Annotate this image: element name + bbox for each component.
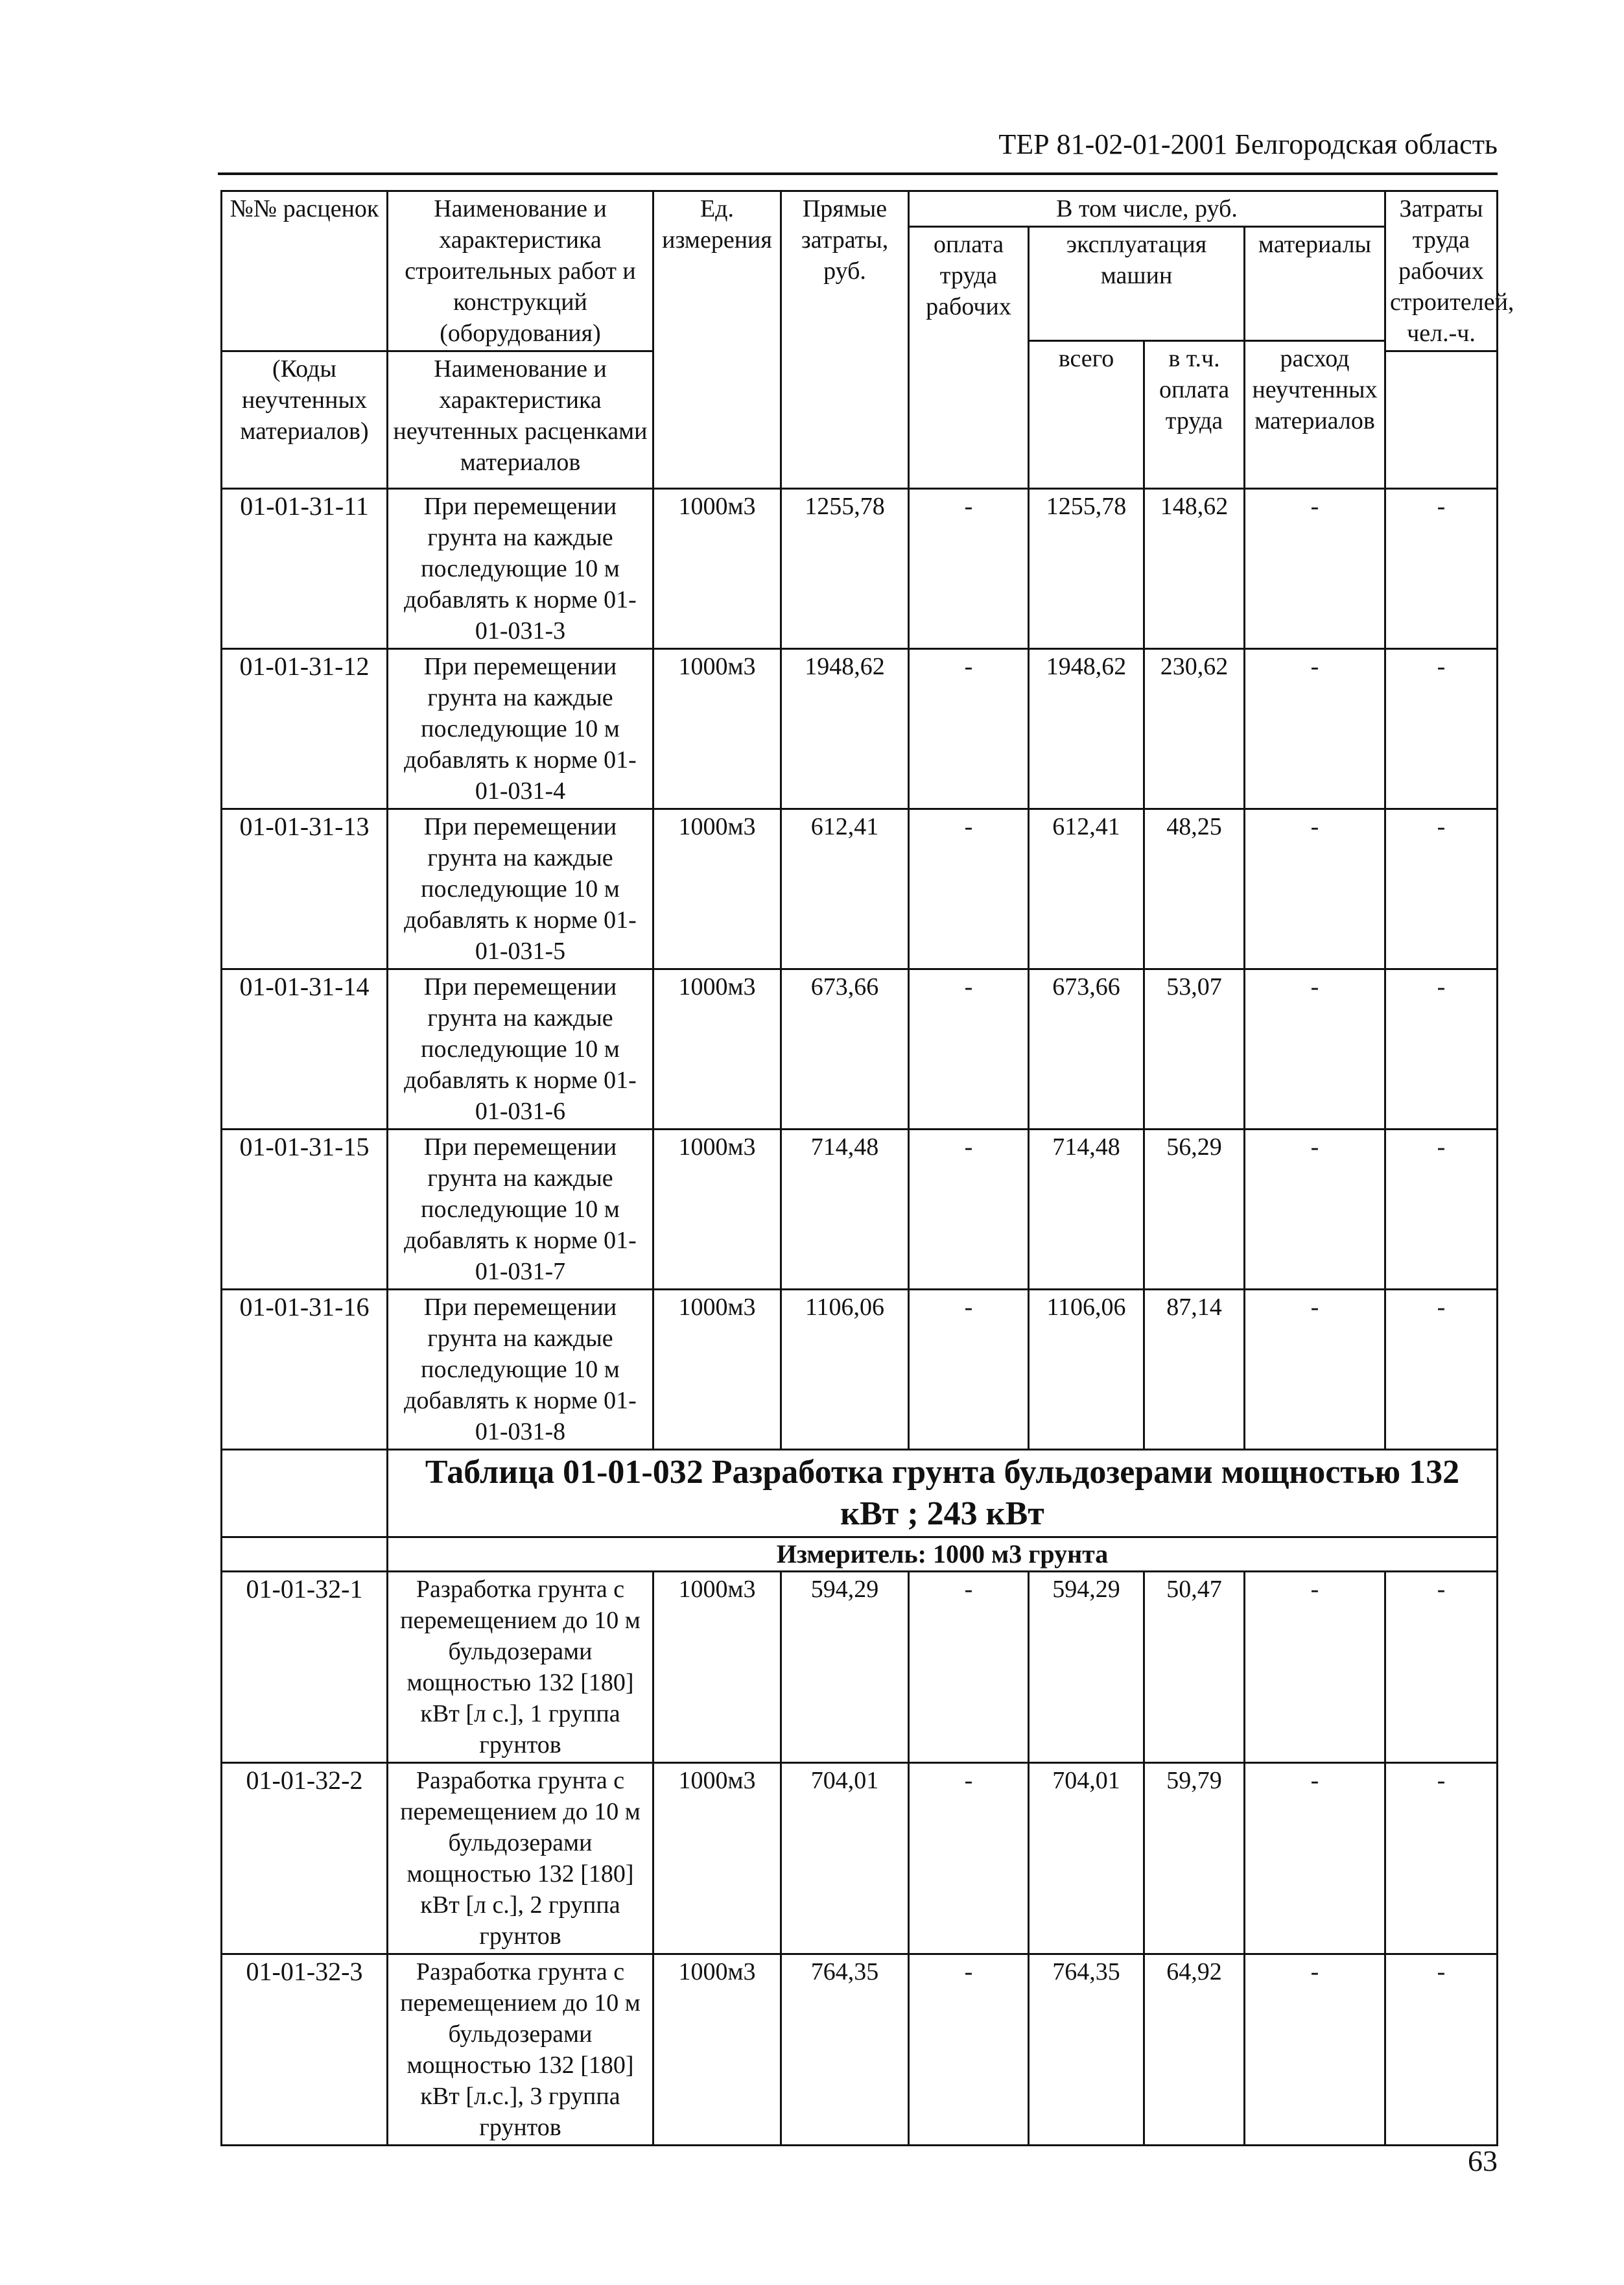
- rate-machines-pay: 59,79: [1144, 1763, 1245, 1954]
- table-row: [222, 1572, 1498, 1763]
- meter-row: [222, 1537, 1498, 1572]
- rate-direct-cost: 594,29: [781, 1572, 909, 1763]
- rate-direct-cost: 764,35: [781, 1954, 909, 2146]
- rate-machines-pay: 50,47: [1144, 1572, 1245, 1763]
- rate-unit: 1000м3: [653, 649, 781, 809]
- rate-labor-pay: -: [909, 1290, 1029, 1450]
- rate-code: 01-01-31-14: [222, 969, 388, 1130]
- rate-labor-cost: -: [1385, 489, 1498, 649]
- rate-labor-cost: -: [1385, 1290, 1498, 1450]
- rate-machines-total: 1106,06: [1029, 1290, 1144, 1450]
- rate-materials: -: [1245, 1290, 1385, 1450]
- table-title-row: [222, 1450, 1498, 1537]
- rate-labor-pay: -: [909, 809, 1029, 969]
- rate-code: 01-01-32-3: [222, 1954, 388, 2146]
- rate-unit: 1000м3: [653, 489, 781, 649]
- rate-direct-cost: 673,66: [781, 969, 909, 1130]
- rate-materials: -: [1245, 1954, 1385, 2146]
- col-name2-header: Наименование и характеристика неучтенных расценками материалов: [388, 351, 653, 489]
- col-unit-header: Ед. измерения: [653, 191, 781, 489]
- rate-code: 01-01-31-15: [222, 1130, 388, 1290]
- table-row: [222, 969, 1498, 1130]
- table-row: [222, 1763, 1498, 1954]
- rate-code: 01-01-32-2: [222, 1763, 388, 1954]
- rate-direct-cost: 704,01: [781, 1763, 909, 1954]
- rate-labor-cost: -: [1385, 809, 1498, 969]
- rate-name: При перемещении грунта на каждые последующие 10 м добавлять к норме 01-01-031-5: [388, 809, 653, 969]
- col-labor-cost-header: Затраты труда рабочих строителей, чел.-ч.: [1385, 191, 1498, 351]
- rate-labor-pay: -: [909, 489, 1029, 649]
- rate-direct-cost: 1255,78: [781, 489, 909, 649]
- rate-machines-total: 1255,78: [1029, 489, 1144, 649]
- rate-materials: -: [1245, 969, 1385, 1130]
- rate-materials: -: [1245, 1572, 1385, 1763]
- col-code-header: №№ расценок: [222, 191, 388, 351]
- rate-labor-pay: -: [909, 1954, 1029, 2146]
- rate-unit: 1000м3: [653, 969, 781, 1130]
- rate-labor-pay: -: [909, 1572, 1029, 1763]
- rate-materials: -: [1245, 489, 1385, 649]
- rate-materials: -: [1245, 809, 1385, 969]
- rate-machines-total: 612,41: [1029, 809, 1144, 969]
- meter-left-cell: [222, 1537, 388, 1572]
- rate-code: 01-01-31-16: [222, 1290, 388, 1450]
- rate-code: 01-01-31-13: [222, 809, 388, 969]
- col-incl-pay-header: в т.ч. оплата труда: [1144, 341, 1245, 489]
- col-including-header: В том числе, руб.: [909, 191, 1385, 227]
- rate-direct-cost: 1948,62: [781, 649, 909, 809]
- header-row-1: [222, 191, 1498, 227]
- col-machines-header: эксплуатация машин: [1029, 227, 1245, 341]
- rate-code: 01-01-31-12: [222, 649, 388, 809]
- rate-machines-pay: 148,62: [1144, 489, 1245, 649]
- rate-direct-cost: 714,48: [781, 1130, 909, 1290]
- page-number: 63: [1468, 2144, 1498, 2177]
- rate-machines-total: 1948,62: [1029, 649, 1144, 809]
- rate-name: Разработка грунта с перемещением до 10 м бульдозерами мощностью 132 [180] кВт [л.с.], 3 группа грунтов: [388, 1954, 653, 2146]
- rate-direct-cost: 1106,06: [781, 1290, 909, 1450]
- rate-labor-cost: -: [1385, 1572, 1498, 1763]
- rate-name: При перемещении грунта на каждые последующие 10 м добавлять к норме 01-01-031-4: [388, 649, 653, 809]
- rate-machines-pay: 230,62: [1144, 649, 1245, 809]
- rate-labor-cost: -: [1385, 649, 1498, 809]
- rate-labor-cost: -: [1385, 1763, 1498, 1954]
- rate-machines-total: 704,01: [1029, 1763, 1144, 1954]
- rate-code: 01-01-31-11: [222, 489, 388, 649]
- rate-machines-pay: 56,29: [1144, 1130, 1245, 1290]
- document-header: ТЕР 81-02-01-2001 Белгородская область: [218, 127, 1498, 175]
- meter-label: Измеритель: 1000 м3 грунта: [388, 1537, 1498, 1572]
- rate-unit: 1000м3: [653, 1572, 781, 1763]
- col-name-header: Наименование и характеристика строительных работ и конструкций (оборудования): [388, 191, 653, 351]
- rates-table: [220, 190, 1514, 2146]
- rate-materials: -: [1245, 649, 1385, 809]
- rate-machines-total: 673,66: [1029, 969, 1144, 1130]
- col-labor-pay-header: оплата труда рабочих: [909, 227, 1029, 489]
- rate-code: 01-01-32-1: [222, 1572, 388, 1763]
- rate-unit: 1000м3: [653, 1290, 781, 1450]
- col-total-header: всего: [1029, 341, 1144, 489]
- table-row: [222, 1130, 1498, 1290]
- rate-labor-cost: -: [1385, 1130, 1498, 1290]
- rate-name: Разработка грунта с перемещением до 10 м бульдозерами мощностью 132 [180] кВт [л с.], 2 группа грунтов: [388, 1763, 653, 1954]
- rate-unit: 1000м3: [653, 1954, 781, 2146]
- rate-labor-cost: -: [1385, 969, 1498, 1130]
- rate-machines-pay: 64,92: [1144, 1954, 1245, 2146]
- rate-unit: 1000м3: [653, 1130, 781, 1290]
- rate-name: При перемещении грунта на каждые последующие 10 м добавлять к норме 01-01-031-7: [388, 1130, 653, 1290]
- rate-machines-pay: 48,25: [1144, 809, 1245, 969]
- col-labor-cost-blank: [1385, 351, 1498, 489]
- rate-labor-pay: -: [909, 969, 1029, 1130]
- rate-machines-pay: 53,07: [1144, 969, 1245, 1130]
- rate-labor-pay: -: [909, 1130, 1029, 1290]
- rate-unit: 1000м3: [653, 1763, 781, 1954]
- rate-machines-total: 714,48: [1029, 1130, 1144, 1290]
- table-row: [222, 1290, 1498, 1450]
- table-row: [222, 809, 1498, 969]
- rate-labor-pay: -: [909, 649, 1029, 809]
- rate-materials: -: [1245, 1763, 1385, 1954]
- table-row: [222, 1954, 1498, 2146]
- table-title-left-cell: [222, 1450, 388, 1537]
- col-unaccounted-header: расход неучтенных материалов: [1245, 341, 1385, 489]
- rate-name: Разработка грунта с перемещением до 10 м бульдозерами мощностью 132 [180] кВт [л с.], 1 группа грунтов: [388, 1572, 653, 1763]
- col-direct-header: Прямые затраты, руб.: [781, 191, 909, 489]
- rate-machines-pay: 87,14: [1144, 1290, 1245, 1450]
- table-title: Таблица 01-01-032 Разработка грунта бульдозерами мощностью 132 кВт ; 243 кВт: [388, 1450, 1498, 1537]
- rate-name: При перемещении грунта на каждые последующие 10 м добавлять к норме 01-01-031-3: [388, 489, 653, 649]
- table-row: [222, 489, 1498, 649]
- rate-machines-total: 764,35: [1029, 1954, 1144, 2146]
- rate-machines-total: 594,29: [1029, 1572, 1144, 1763]
- rate-direct-cost: 612,41: [781, 809, 909, 969]
- col-materials-header: материалы: [1245, 227, 1385, 341]
- table-row: [222, 649, 1498, 809]
- rate-labor-cost: -: [1385, 1954, 1498, 2146]
- rate-name: При перемещении грунта на каждые последующие 10 м добавлять к норме 01-01-031-6: [388, 969, 653, 1130]
- table-body: [222, 191, 1514, 2146]
- rate-unit: 1000м3: [653, 809, 781, 969]
- rate-labor-pay: -: [909, 1763, 1029, 1954]
- rate-materials: -: [1245, 1130, 1385, 1290]
- rate-name: При перемещении грунта на каждые последующие 10 м добавлять к норме 01-01-031-8: [388, 1290, 653, 1450]
- col-code2-header: (Коды неучтенных материалов): [222, 351, 388, 489]
